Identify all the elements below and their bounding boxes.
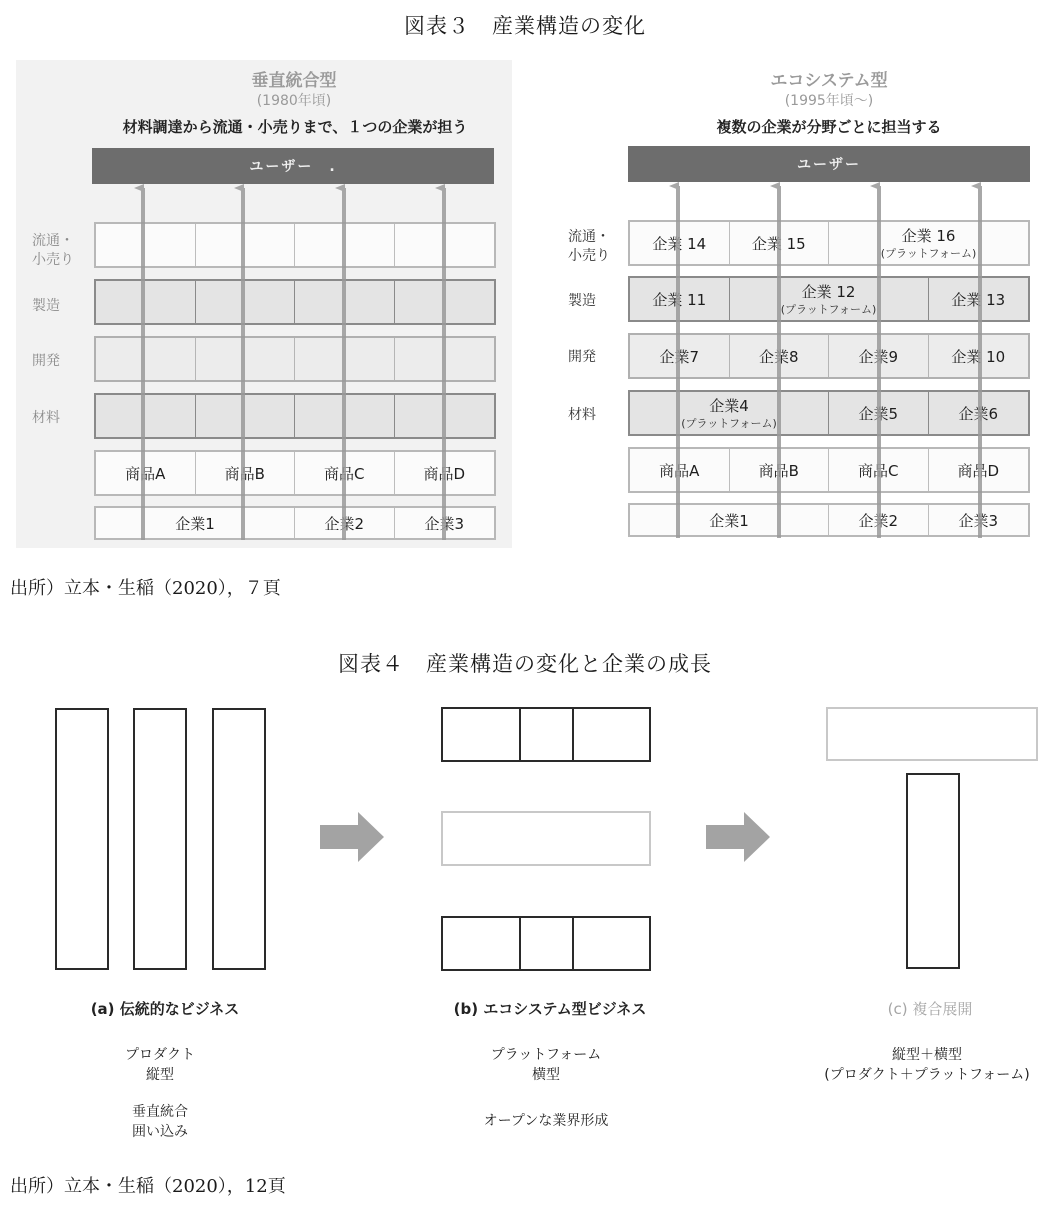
- figure4-title: 図表４ 産業構造の変化と企業の成長: [338, 652, 712, 676]
- left-row-manufacturing: [94, 279, 496, 325]
- right-rowlabel-manufacturing: 製造: [568, 293, 596, 309]
- panel-b-caption: (b) エコシステム型ビジネス: [453, 1000, 647, 1018]
- left-rowlabel-materials: 材料: [32, 410, 60, 426]
- left-company-1: 企業1: [96, 508, 295, 538]
- panel-a-text-2: 垂直統合 囲い込み: [132, 1104, 188, 1140]
- right-cell-company-12: 企業 12 (プラットフォーム): [730, 278, 929, 320]
- right-product-c: 商品C: [829, 449, 929, 491]
- figure3-source: 出所）立本・生稲（2020），７頁: [10, 578, 281, 599]
- right-cell-company-9: 企業9: [829, 335, 929, 377]
- vertical-integration-title: 垂直統合型: [251, 71, 337, 91]
- right-cell-company-11: 企業 11: [630, 278, 730, 320]
- right-row-manufacturing: [628, 276, 1030, 322]
- hybrid-platform-box: [826, 707, 1038, 761]
- figure3-title: 図表３ 産業構造の変化: [404, 14, 646, 38]
- platform-row-bottom: [441, 916, 651, 971]
- left-row-retail: [94, 222, 496, 268]
- left-product-a: 商品A: [96, 452, 196, 494]
- right-product-d: 商品D: [957, 461, 1000, 480]
- vertical-integration-description: 材料調達から流通・小売りまで、１つの企業が担う: [122, 118, 468, 136]
- ecosystem-year: (1995年頃〜): [784, 93, 874, 109]
- right-cell-company-5: 企業5: [829, 392, 929, 434]
- right-cell-company-10: 企業 10: [951, 347, 1006, 366]
- right-row-materials: [628, 390, 1030, 436]
- platform-row-middle: [441, 811, 651, 866]
- platform-row-top: [441, 707, 651, 762]
- right-user-bar: ユーザー: [628, 146, 1030, 182]
- left-company-3: 企業3: [424, 514, 465, 533]
- right-row-products: [628, 447, 1030, 493]
- right-rowlabel-development: 開発: [568, 349, 596, 365]
- left-row-materials: [94, 393, 496, 439]
- divider: [572, 709, 574, 760]
- right-cell-company-15: 企業 15: [730, 222, 830, 264]
- panel-a-caption: (a) 伝統的なビジネス: [90, 1000, 240, 1018]
- right-cell-company-8: 企業8: [730, 335, 830, 377]
- right-row-retail: [628, 220, 1030, 266]
- left-company-2: 企業2: [295, 508, 395, 538]
- vertical-product-box-1: [55, 708, 109, 970]
- right-cell-company-7: 企業7: [630, 335, 730, 377]
- right-rowlabel-retail: 流通・ 小売り: [568, 229, 610, 264]
- right-company-3: 企業3: [958, 511, 999, 530]
- right-cell-company-14: 企業 14: [630, 222, 730, 264]
- right-product-b: 商品B: [730, 449, 830, 491]
- left-row-products: [94, 450, 496, 496]
- panel-c-text-1: 縦型＋横型 (プロダクト＋プラットフォーム): [824, 1047, 1030, 1083]
- figure4-source: 出所）立本・生稲（2020），12頁: [10, 1176, 286, 1197]
- left-row-companies: [94, 506, 496, 540]
- divider: [519, 918, 521, 969]
- left-product-b: 商品B: [196, 452, 296, 494]
- right-company-1: 企業1: [630, 505, 829, 535]
- right-cell-company-4: 企業4 (プラットフォーム): [630, 392, 829, 434]
- right-product-a: 商品A: [630, 449, 730, 491]
- left-user-bar: ユーザー .: [92, 148, 494, 184]
- vertical-product-box-2: [133, 708, 187, 970]
- panel-b-text-1: プラットフォーム 横型: [490, 1047, 602, 1083]
- panel-b-text-2: オープンな業界形成: [483, 1113, 609, 1129]
- panel-c-caption: (c) 複合展開: [887, 1000, 973, 1018]
- right-row-companies: [628, 503, 1030, 537]
- left-rowlabel-retail: 流通・ 小売り: [32, 233, 74, 268]
- left-product-c: 商品C: [295, 452, 395, 494]
- right-arrow-icon-1: [320, 812, 386, 862]
- right-row-development: [628, 333, 1030, 379]
- right-company-2: 企業2: [829, 505, 929, 535]
- left-rowlabel-development: 開発: [32, 353, 60, 369]
- right-cell-company-6: 企業6: [958, 404, 999, 423]
- divider: [572, 918, 574, 969]
- hybrid-product-box: [906, 773, 960, 969]
- right-rowlabel-materials: 材料: [568, 407, 596, 423]
- ecosystem-description: 複数の企業が分野ごとに担当する: [716, 118, 942, 136]
- right-cell-company-13: 企業 13: [951, 290, 1006, 309]
- vertical-integration-year: (1980年頃): [256, 93, 332, 109]
- right-cell-company-16: 企業 16 (プラットフォーム): [880, 227, 977, 260]
- left-row-development: [94, 336, 496, 382]
- left-product-d: 商品D: [423, 464, 466, 483]
- left-rowlabel-manufacturing: 製造: [32, 298, 60, 314]
- vertical-product-box-3: [212, 708, 266, 970]
- divider: [519, 709, 521, 760]
- ecosystem-title: エコシステム型: [770, 71, 888, 91]
- panel-a-text-1: プロダクト 縦型: [125, 1047, 195, 1083]
- right-arrow-icon-2: [706, 812, 772, 862]
